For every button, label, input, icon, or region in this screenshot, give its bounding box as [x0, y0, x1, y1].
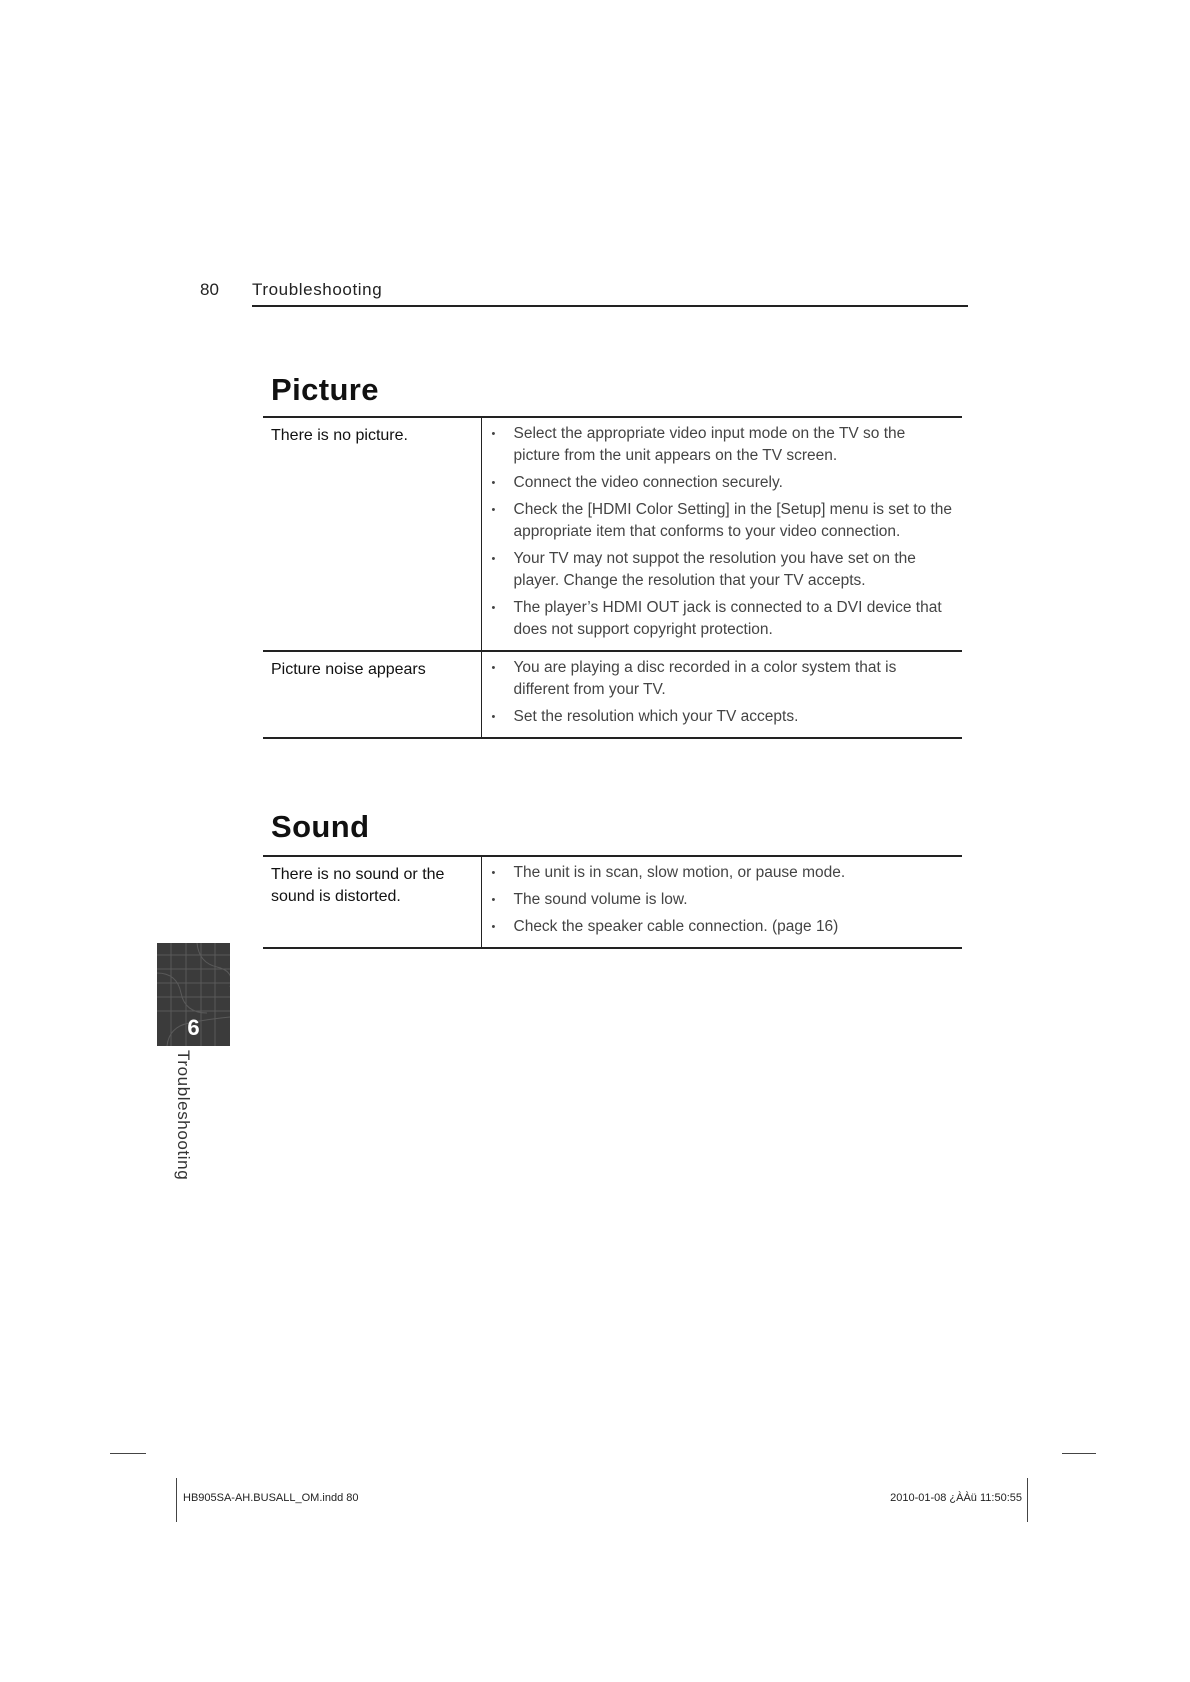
solution-item: • You are playing a disc recorded in a color system that is different from your TV.: [492, 657, 955, 701]
footer-file-name: HB905SA-AH.BUSALL_OM.indd 80: [183, 1492, 359, 1504]
solution-item: • The player’s HDMI OUT jack is connected to a DVI device that does not support copyright protection.: [492, 597, 955, 641]
solution-item: • Check the speaker cable connection. (page 16): [492, 916, 955, 938]
solutions-cell: [481, 856, 962, 948]
chapter-tab: [157, 943, 230, 1046]
chapter-label: Troubleshooting: [174, 1050, 193, 1181]
table-row: [263, 856, 962, 948]
solution-item: • Select the appropriate video input mode on the TV so the picture from the unit appears on the TV screen.: [492, 423, 955, 467]
solution-item: • The sound volume is low.: [492, 889, 955, 911]
footer-divider: [1027, 1478, 1028, 1522]
symptom-cell: There is no sound or the sound is distorted.: [263, 856, 481, 948]
section-title-sound: Sound: [271, 809, 370, 844]
table-row: [263, 651, 962, 738]
table-row: [263, 417, 962, 651]
solution-item: • Set the resolution which your TV accepts.: [492, 706, 955, 728]
symptom-cell: There is no picture.: [263, 417, 481, 651]
solution-item: • The unit is in scan, slow motion, or pause mode.: [492, 862, 955, 884]
solution-item: • Connect the video connection securely.: [492, 472, 955, 494]
picture-troubleshooting-table: [263, 416, 962, 739]
header-rule: [252, 305, 968, 307]
chapter-number: 6: [187, 1015, 200, 1040]
footer-divider: [176, 1478, 177, 1522]
crop-mark: [110, 1453, 146, 1454]
crop-mark: [1062, 1453, 1096, 1454]
solution-item: • Check the [HDMI Color Setting] in the [Setup] menu is set to the appropriate item that conforms to your video connection.: [492, 499, 955, 543]
solutions-cell: [481, 651, 962, 738]
section-title-picture: Picture: [271, 372, 379, 407]
header-section-name: Troubleshooting: [252, 280, 383, 299]
symptom-cell: Picture noise appears: [263, 651, 481, 738]
solutions-cell: [481, 417, 962, 651]
solution-item: • Your TV may not suppot the resolution you have set on the player. Change the resolution that your TV accepts.: [492, 548, 955, 592]
page-number: 80: [200, 280, 219, 299]
sound-troubleshooting-table: [263, 855, 962, 949]
page-header: [200, 278, 970, 308]
footer-timestamp: 2010-01-08 ¿ÀÀü 11:50:55: [890, 1492, 1022, 1504]
